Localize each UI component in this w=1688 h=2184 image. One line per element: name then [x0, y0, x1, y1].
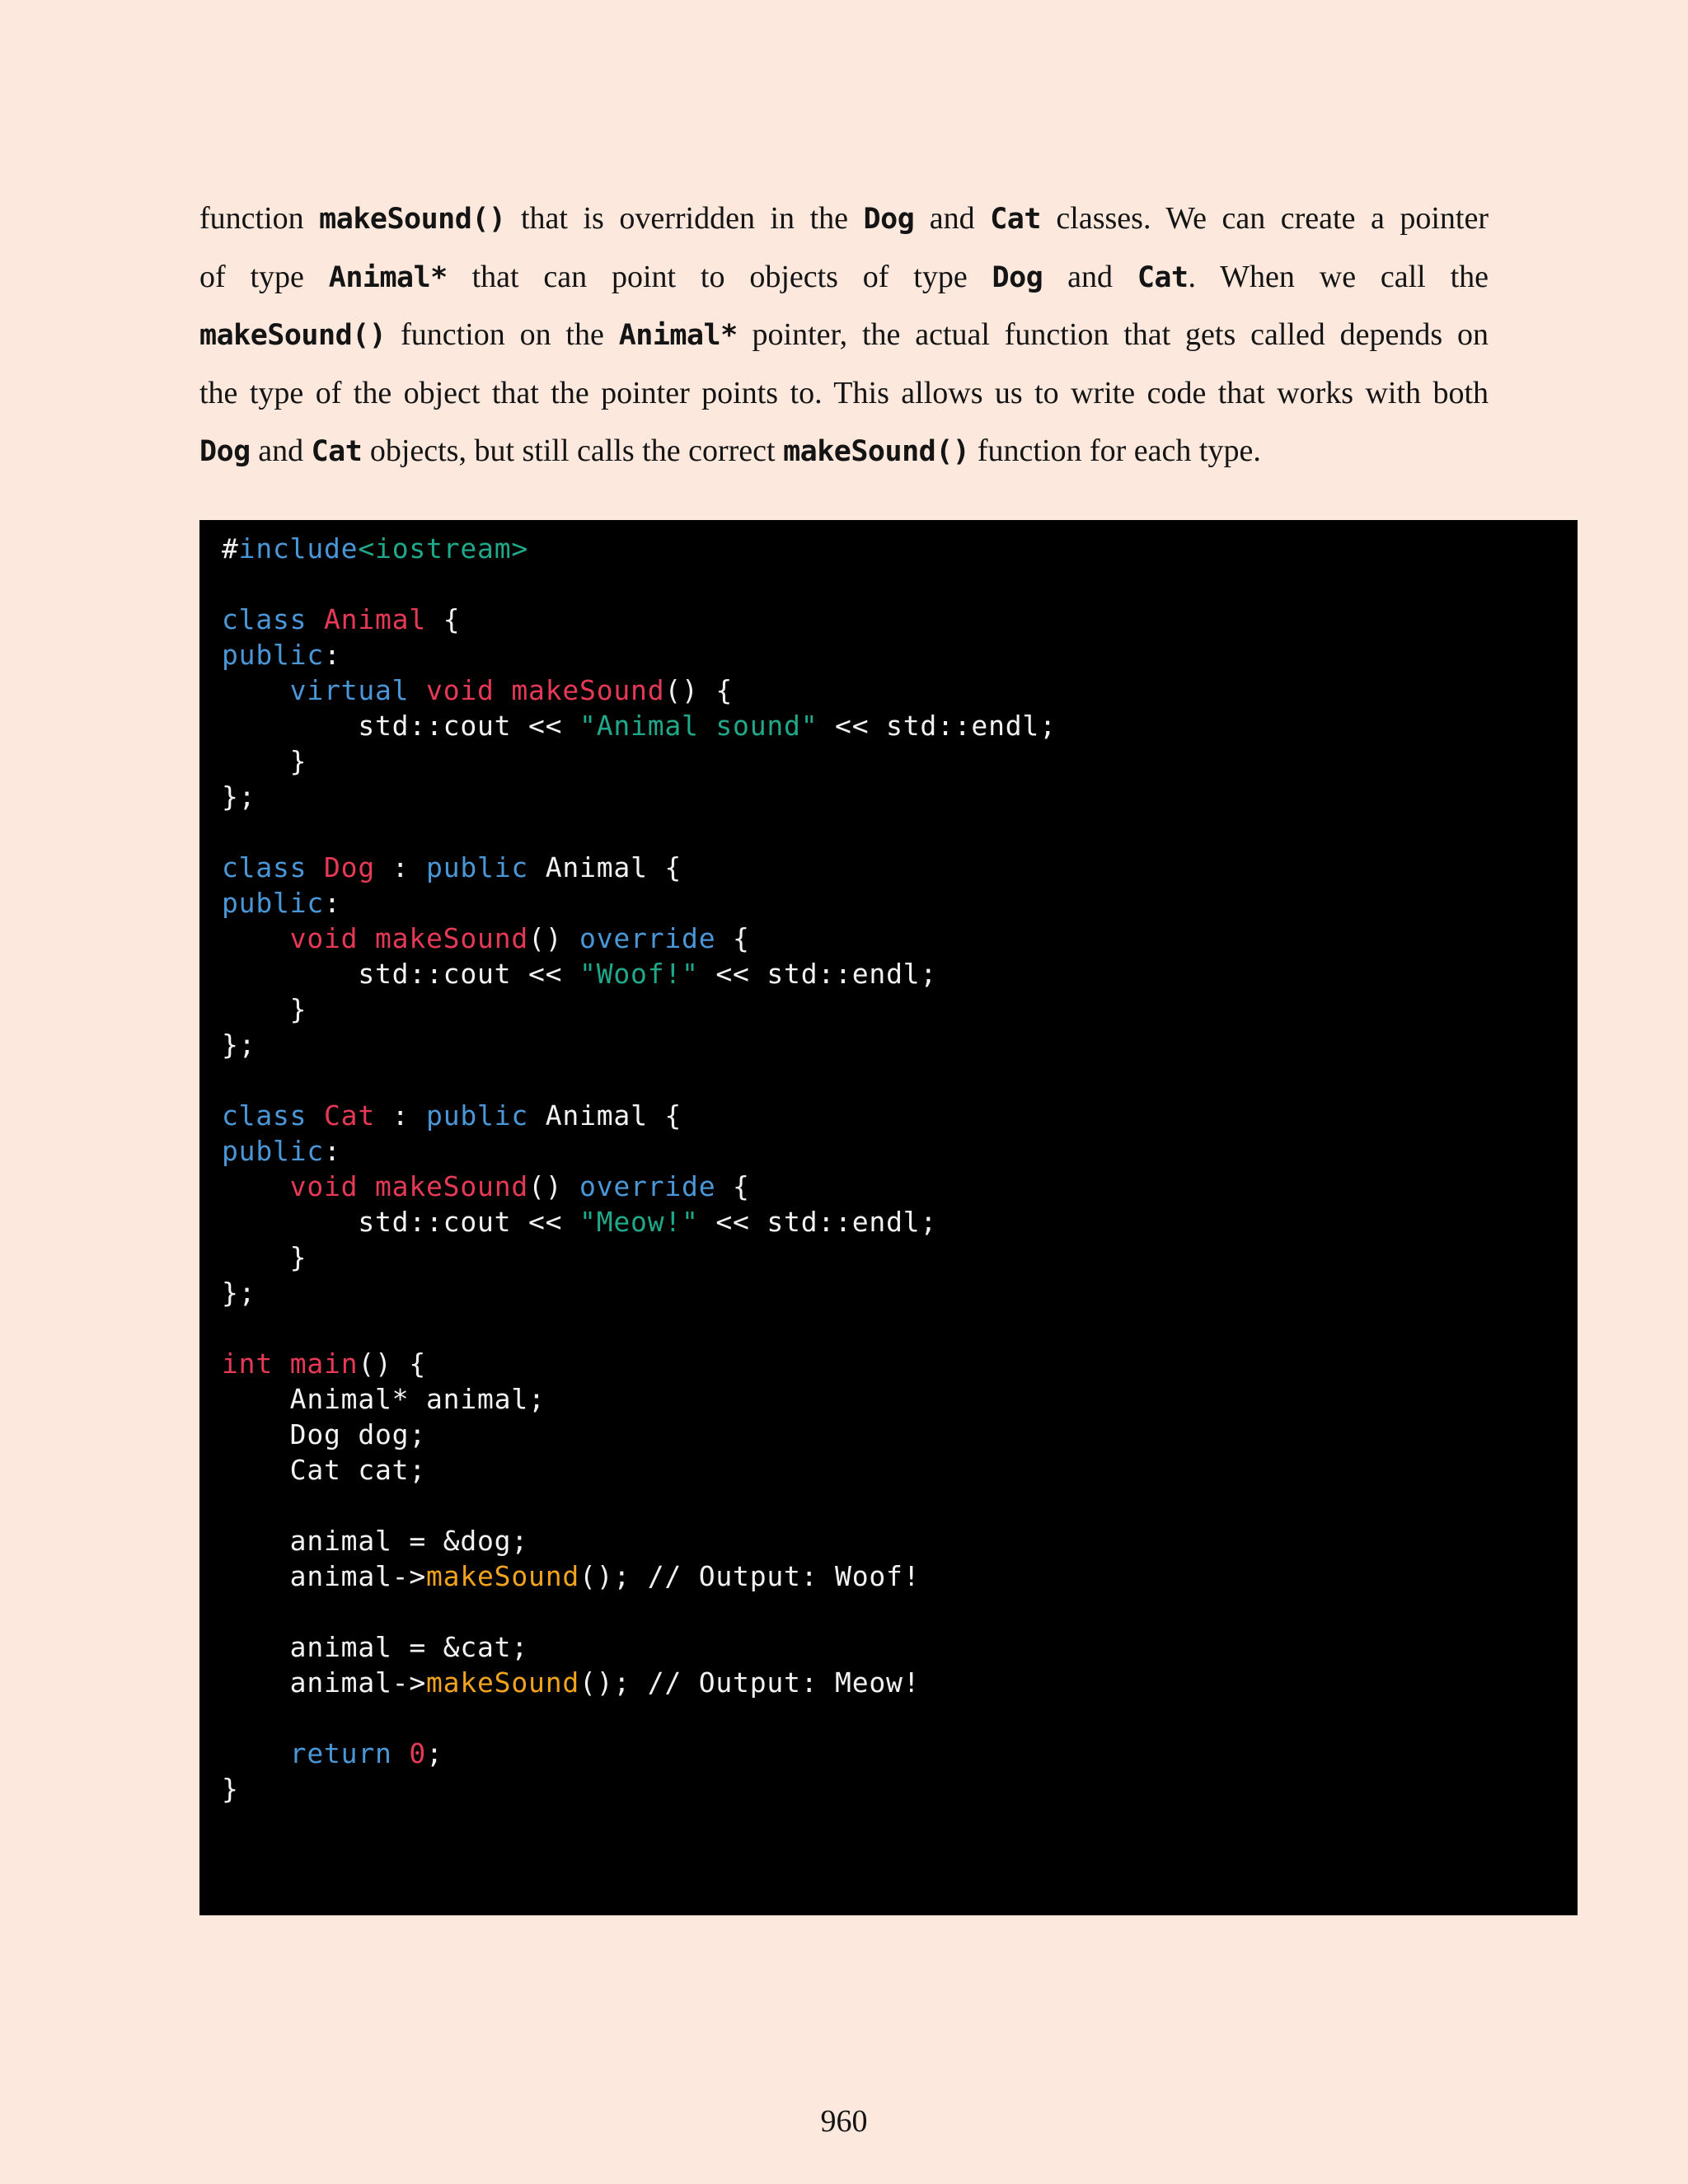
- code-line: [222, 1771, 1057, 1807]
- code-token: 0: [409, 1737, 427, 1769]
- code-token: makeSound: [426, 1666, 580, 1699]
- code-token: << std::endl;: [698, 958, 938, 990]
- code-token: class: [222, 603, 307, 635]
- code-token: };: [222, 780, 256, 813]
- inline-code: Cat: [990, 203, 1041, 236]
- code-line: [222, 602, 1057, 637]
- code-line: [222, 814, 1057, 850]
- code-token: public: [426, 1099, 529, 1132]
- code-token: makeSound: [511, 674, 665, 706]
- text-span: objects, but still calls the correct: [362, 434, 784, 468]
- code-line: [222, 1629, 1057, 1665]
- code-token: {: [715, 1170, 750, 1202]
- text-span: of type: [199, 259, 329, 294]
- code-line: [222, 1275, 1057, 1310]
- code-token: [222, 1737, 290, 1769]
- code-token: Animal* animal;: [222, 1383, 546, 1415]
- code-line: [222, 637, 1057, 673]
- code-line: [222, 1558, 1057, 1594]
- code-token: };: [222, 1029, 256, 1061]
- code-token: void: [289, 922, 359, 954]
- inline-code: Cat: [1137, 260, 1189, 294]
- code-line: [222, 1062, 1057, 1098]
- code-token: animal->: [222, 1666, 427, 1699]
- code-line: [222, 1098, 1057, 1133]
- code-line: [222, 885, 1057, 921]
- code-token: animal = &dog;: [222, 1525, 529, 1557]
- code-token: (); // Output: Woof!: [579, 1560, 921, 1592]
- code-token: makeSound: [375, 922, 529, 954]
- code-token: <iostream>: [358, 532, 529, 565]
- code-token: [307, 1099, 324, 1132]
- code-token: [409, 674, 426, 706]
- code-line: [222, 991, 1057, 1027]
- code-token: "Meow!": [579, 1206, 699, 1238]
- paragraph-line: [199, 190, 1489, 248]
- text-span: that can point to objects of type: [447, 259, 992, 294]
- text-span: function on the: [386, 317, 619, 352]
- paragraph-line: [199, 248, 1489, 307]
- code-listing: [222, 531, 1057, 1807]
- inline-code: Animal*: [618, 319, 738, 352]
- code-token: :: [324, 1135, 341, 1167]
- code-token: [222, 674, 290, 706]
- text-span: and: [1043, 259, 1137, 294]
- code-line: [222, 1169, 1057, 1204]
- code-token: main: [289, 1347, 359, 1380]
- code-token: void: [426, 674, 495, 706]
- code-line: [222, 1665, 1057, 1700]
- code-token: animal->: [222, 1560, 427, 1592]
- code-token: std::cout <<: [222, 1206, 580, 1238]
- text-span: classes. We can create a pointer: [1040, 201, 1489, 236]
- code-token: << std::endl;: [818, 710, 1057, 742]
- code-line: [222, 673, 1057, 708]
- code-token: }: [222, 1241, 307, 1273]
- paragraph-line: [199, 422, 1489, 480]
- code-token: [358, 1170, 375, 1202]
- code-token: [222, 1170, 290, 1202]
- inline-code: makeSound(): [319, 203, 506, 236]
- code-line: [222, 1240, 1057, 1275]
- code-token: :: [375, 851, 427, 883]
- code-line: [222, 743, 1057, 779]
- code-token: :: [375, 1099, 427, 1132]
- code-token: public: [222, 1135, 325, 1167]
- inline-code: Dog: [199, 435, 251, 468]
- code-line: [222, 1736, 1057, 1771]
- code-token: Dog: [324, 851, 376, 883]
- inline-code: Animal*: [328, 260, 448, 294]
- code-token: (): [528, 1170, 580, 1202]
- code-line: [222, 1452, 1057, 1488]
- code-token: #: [222, 532, 239, 565]
- code-token: [392, 1737, 410, 1769]
- code-line: [222, 1310, 1057, 1346]
- code-token: std::cout <<: [222, 958, 580, 990]
- code-token: [358, 922, 375, 954]
- code-token: int: [222, 1347, 274, 1380]
- code-token: [307, 851, 324, 883]
- code-line: [222, 1417, 1057, 1452]
- code-token: ;: [426, 1737, 443, 1769]
- code-token: class: [222, 1099, 307, 1132]
- code-line: [222, 956, 1057, 991]
- code-token: (); // Output: Meow!: [579, 1666, 921, 1699]
- code-line: [222, 1594, 1057, 1629]
- code-token: Cat: [324, 1099, 376, 1132]
- text-span: function: [199, 201, 320, 236]
- text-span: pointer, the actual function that gets called depends on: [737, 317, 1489, 352]
- inline-code: makeSound(): [199, 319, 387, 352]
- code-token: animal = &cat;: [222, 1631, 529, 1663]
- code-line: [222, 1133, 1057, 1169]
- code-token: };: [222, 1277, 256, 1309]
- code-line: [222, 850, 1057, 885]
- text-span: and: [250, 434, 312, 468]
- code-line: [222, 1488, 1057, 1523]
- code-token: [222, 922, 290, 954]
- inline-code: Dog: [863, 203, 915, 236]
- code-line: [222, 708, 1057, 743]
- code-line: [222, 779, 1057, 814]
- code-token: () {: [358, 1347, 427, 1380]
- code-token: public: [222, 887, 325, 919]
- body-paragraph: [199, 190, 1489, 480]
- code-token: Animal: [324, 603, 427, 635]
- code-token: :: [324, 639, 341, 671]
- code-line: [222, 1381, 1057, 1417]
- code-token: virtual: [289, 674, 410, 706]
- code-token: void: [289, 1170, 359, 1202]
- code-token: makeSound: [375, 1170, 529, 1202]
- code-token: {: [426, 603, 461, 635]
- code-token: [495, 674, 512, 706]
- code-line: [222, 1700, 1057, 1736]
- paragraph-line: [199, 364, 1489, 423]
- code-token: include: [238, 532, 359, 565]
- text-span: and: [914, 201, 991, 236]
- code-line: [222, 1346, 1057, 1381]
- code-token: "Woof!": [579, 958, 699, 990]
- code-token: }: [222, 745, 307, 777]
- code-token: Animal {: [528, 851, 682, 883]
- code-token: (): [528, 922, 580, 954]
- code-token: public: [222, 639, 325, 671]
- code-token: }: [222, 993, 307, 1025]
- code-token: class: [222, 851, 307, 883]
- code-token: makeSound: [426, 1560, 580, 1592]
- code-token: [273, 1347, 290, 1380]
- code-token: std::cout <<: [222, 710, 580, 742]
- code-line: [222, 566, 1057, 602]
- page-number: 960: [820, 2104, 868, 2139]
- code-token: return: [289, 1737, 392, 1769]
- text-span: . When we call the: [1188, 259, 1489, 294]
- inline-code: Dog: [992, 260, 1043, 294]
- code-line: [222, 1204, 1057, 1240]
- code-token: override: [579, 1170, 716, 1202]
- paragraph-line: [199, 306, 1489, 364]
- text-span: the type of the object that the pointer points to. This allows us to write code that works with both: [199, 375, 1489, 410]
- text-span: that is overridden in the: [505, 201, 864, 236]
- code-token: << std::endl;: [698, 1206, 938, 1238]
- code-token: () {: [664, 674, 734, 706]
- code-line: [222, 1523, 1057, 1558]
- code-line: [222, 531, 1057, 566]
- code-token: Cat cat;: [222, 1454, 427, 1486]
- code-token: public: [426, 851, 529, 883]
- code-token: Animal {: [528, 1099, 682, 1132]
- text-span: function for each type.: [969, 434, 1261, 468]
- code-token: Dog dog;: [222, 1418, 427, 1451]
- code-token: [307, 603, 324, 635]
- code-token: }: [222, 1773, 239, 1805]
- code-token: override: [579, 922, 716, 954]
- code-line: [222, 1027, 1057, 1062]
- code-token: "Animal sound": [579, 710, 818, 742]
- code-line: [222, 921, 1057, 956]
- code-token: :: [324, 887, 341, 919]
- code-block: [199, 520, 1578, 1915]
- inline-code: makeSound(): [783, 435, 970, 468]
- code-token: {: [715, 922, 750, 954]
- inline-code: Cat: [311, 435, 363, 468]
